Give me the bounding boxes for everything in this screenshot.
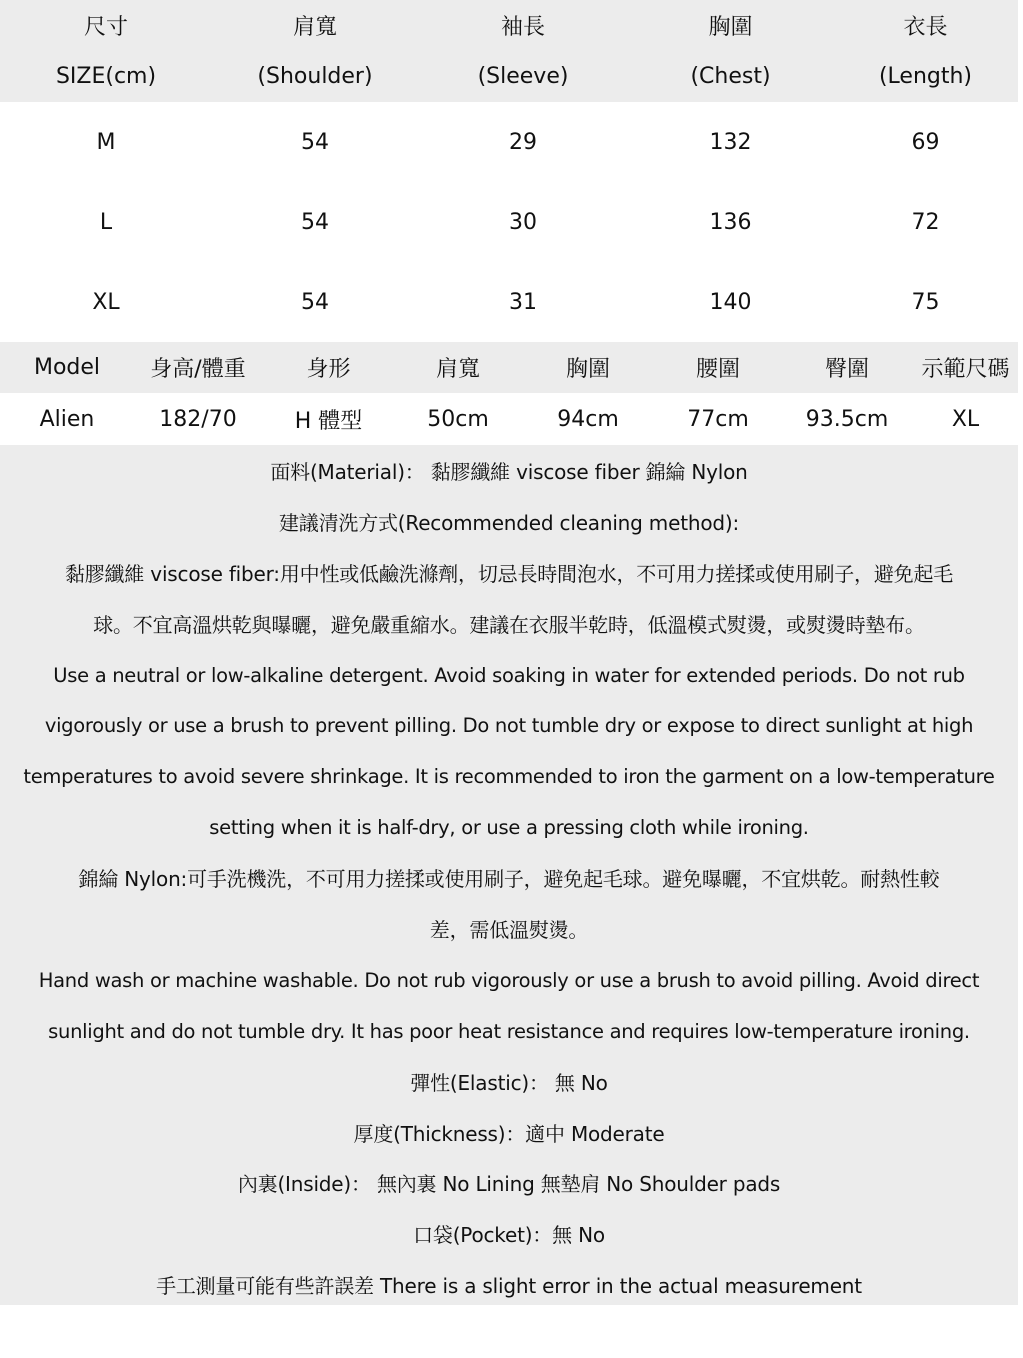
nylon-care-zh-line-1: 錦綸 Nylon:可手洗機洗，不可用力搓揉或使用刷子，避免起毛球。避免曝曬，不宜烘乾。耐熱性較: [78, 867, 940, 892]
pocket-line: 口袋(Pocket)：無 No: [413, 1223, 605, 1248]
sleeve-value: 30: [509, 209, 537, 235]
size-chart-header-en-row: [0, 51, 1018, 102]
header-shoulder-zh: 肩寬: [292, 15, 337, 40]
nylon-care-en-line-2: sunlight and do not tumble dry. It has poor heat resistance and requires low-temperature ironing.: [48, 1019, 970, 1043]
viscose-care-en-line-4: setting when it is half-dry, or use a pressing cloth while ironing.: [209, 816, 809, 840]
header-shoulder: 肩寬: [435, 357, 480, 382]
elastic-line: 彈性(Elastic)： 無 No: [410, 1070, 608, 1095]
nylon-care-zh-line-2: 差，需低溫熨燙。: [429, 918, 589, 943]
header-length-zh: 衣長: [903, 15, 948, 40]
sleeve-value: 29: [509, 129, 537, 155]
product-details: [0, 445, 1018, 1305]
cleaning-method-heading: 建議清洗方式(Recommended cleaning method):: [279, 510, 739, 535]
thickness-line: 厚度(Thickness)：適中 Moderate: [353, 1121, 665, 1146]
header-size-en: SIZE(cm): [55, 64, 157, 89]
header-size-zh: 尺寸: [83, 15, 128, 40]
header-sleeve-zh: 袖長: [500, 15, 545, 40]
header-chest-en: (Chest): [690, 64, 771, 89]
chest-value: 140: [709, 289, 752, 315]
header-shoulder-en: (Shoulder): [257, 64, 373, 89]
sleeve-value: 31: [509, 289, 537, 315]
header-model: Model: [33, 355, 101, 380]
header-chest-zh: 胸圍: [708, 15, 753, 40]
table-row: [0, 102, 1018, 182]
shoulder-value: 54: [301, 209, 329, 235]
viscose-care-en-line-2: vigorously or use a brush to prevent pilling. Do not tumble dry or expose to direct sunlight at high: [44, 714, 974, 738]
header-body-shape: 身形: [306, 357, 351, 382]
size-chart-header: [0, 0, 1018, 102]
inside-line: 內裏(Inside)： 無內裏 No Lining 無墊肩 No Shoulder pads: [237, 1172, 781, 1197]
table-row: [0, 262, 1018, 342]
model-name: Alien: [39, 406, 95, 432]
viscose-care-en-line-1: Use a neutral or low-alkaline detergent. Avoid soaking in water for extended periods. Do not rub: [53, 663, 965, 687]
measurement-note: 手工測量可能有些許誤差 There is a slight error in the actual measurement: [156, 1274, 862, 1299]
material-line: 面料(Material)： 黏膠纖維 viscose fiber 錦綸 Nylon: [270, 460, 748, 484]
viscose-care-en-line-3: temperatures to avoid severe shrinkage. It is recommended to iron the garment on a low-temperature: [23, 765, 995, 789]
size-chart-table: [0, 0, 1018, 342]
shoulder-value: 54: [301, 289, 329, 315]
size-label: M: [96, 129, 116, 155]
model-waist: 77cm: [687, 406, 749, 432]
header-sleeve-en: (Sleeve): [477, 64, 569, 89]
length-value: 75: [911, 289, 940, 315]
shoulder-value: 54: [301, 129, 329, 155]
model-demo-size: XL: [951, 406, 980, 432]
viscose-care-zh-line-1: 黏膠纖維 viscose fiber:用中性或低鹼洗滌劑，切忌長時間泡水，不可用力搓揉或使用刷子，避免起毛: [64, 561, 954, 586]
chest-value: 132: [709, 129, 752, 155]
model-shoulder: 50cm: [427, 406, 489, 432]
header-length-en: (Length): [878, 64, 973, 89]
size-chart-body: [0, 102, 1018, 342]
model-info-row: [0, 393, 1018, 445]
model-info-header: [0, 342, 1018, 393]
model-height-weight: 182/70: [159, 406, 237, 432]
header-height-weight: 身高/體重: [150, 357, 246, 382]
size-label: XL: [92, 289, 120, 315]
viscose-care-zh-line-2: 球。不宜高溫烘乾與曝曬，避免嚴重縮水。建議在衣服半乾時，低溫模式熨燙，或熨燙時墊布。: [93, 612, 925, 637]
nylon-care-en-line-1: Hand wash or machine washable. Do not rub vigorously or use a brush to avoid pilling. Avoid direct: [38, 968, 980, 992]
chest-value: 136: [709, 209, 752, 235]
model-body-shape: H 體型: [294, 408, 363, 434]
size-chart-header-zh-row: [0, 0, 1018, 51]
header-demo-size: 示範尺碼: [921, 357, 1010, 382]
header-waist: 腰圍: [695, 357, 740, 382]
length-value: 72: [911, 209, 940, 235]
header-hip: 臀圍: [824, 357, 869, 382]
length-value: 69: [911, 129, 940, 155]
size-label: L: [99, 209, 113, 235]
model-chest: 94cm: [557, 406, 619, 432]
table-row: [0, 182, 1018, 262]
model-hip: 93.5cm: [805, 406, 889, 432]
model-info-table: [0, 342, 1018, 445]
header-chest: 胸圍: [565, 357, 610, 382]
